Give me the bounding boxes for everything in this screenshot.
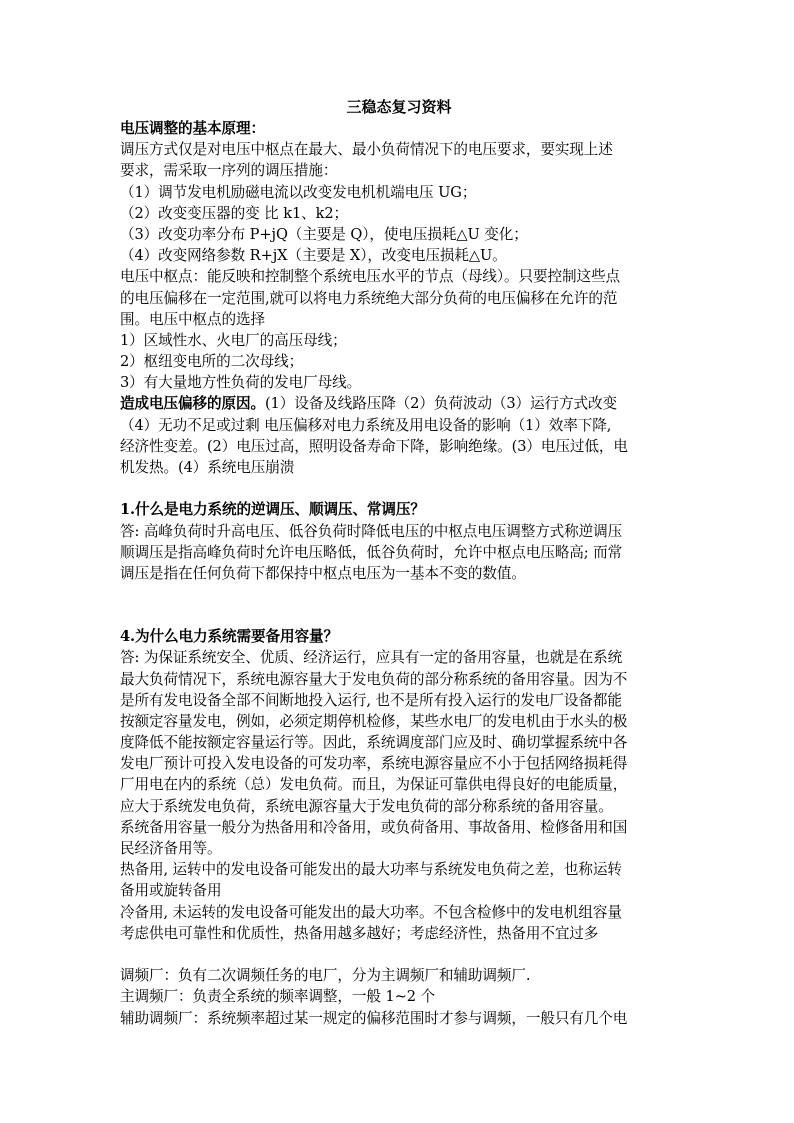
answer-line: 发电厂预计可投入发电设备的可发功率，系统电源容量应不小于包括网络损耗得 xyxy=(120,755,628,773)
paragraph-line: 调频厂：负有二次调频任务的电厂，分为主调频厂和辅助调频厂. xyxy=(120,967,531,985)
paragraph-line: （3）改变功率分布 P+jQ（主要是 Q），使电压损耗△U 变化； xyxy=(120,225,528,243)
paragraph-line: （2）改变变压器的变 比 k1、k2； xyxy=(120,204,349,222)
paragraph-line: 辅助调频厂：系统频率超过某一规定的偏移范围时才参与调频，一般只有几个电 xyxy=(120,1009,628,1027)
section-heading-voltage-regulation: 电压调整的基本原理： xyxy=(120,120,265,137)
spacer xyxy=(120,478,678,499)
answer-line: 度降低不能按额定容量运行等。因此，系统调度部门应及时、确切掌握系统中各 xyxy=(120,734,628,752)
answer-line: 答: 高峰负荷时升高电压、低谷负荷时降低电压的中枢点电压调整方式称逆调压 xyxy=(120,522,623,540)
answer-line: 答: 为保证系统安全、优质、经济运行，应具有一定的备用容量，也就是在系统 xyxy=(120,649,623,667)
paragraph-line: 电压中枢点：能反映和控制整个系统电压水平的节点（母线）。只要控制这些点 xyxy=(120,268,620,286)
paragraph-line: 调压方式仅是对电压中枢点在最大、最小负荷情况下的电压要求，要实现上述 xyxy=(120,141,613,159)
document-title: 三稳态复习资料 xyxy=(346,98,452,116)
causes-text: (1）设备及线路压降（2）负荷波动（3）运行方式改变 xyxy=(264,395,617,413)
answer-line: 最大负荷情况下，系统电源容量大于发电负荷的部分称系统的备用容量。因为不 xyxy=(120,670,628,688)
answer-line: 厂用电在内的系统（总）发电负荷。而且，为保证可靠供电得良好的电能质量， xyxy=(120,776,628,794)
paragraph-line: 围。电压中枢点的选择 xyxy=(120,310,265,328)
answer-line: 调压是指在任何负荷下都保持中枢点电压为一基本不变的数值。 xyxy=(120,564,526,582)
answer-line: 系统备用容量一般分为热备用和冷备用，或负荷备用、事故备用、检修备用和国 xyxy=(120,818,628,836)
answer-line: 考虑供电可靠性和优质性，热备用越多越好；考虑经济性，热备用不宜过多 xyxy=(120,924,599,942)
paragraph-line: 3）有大量地方性负荷的发电厂母线。 xyxy=(120,374,362,392)
paragraph-line: （1）调节发电机励磁电流以改变发电机机端电压 UG； xyxy=(120,183,477,201)
answer-line: 冷备用, 未运转的发电设备可能发出的最大功率。不包含检修中的发电机组容量 xyxy=(120,903,622,921)
paragraph-line: 2）枢纽变电所的二次母线； xyxy=(120,353,304,371)
paragraph-line: 主调频厂：负责全系统的频率调整，一般 1~2 个 xyxy=(120,988,435,1006)
question-heading-4: 4.为什么电力系统需要备用容量？ xyxy=(120,628,338,646)
answer-line: 民经济备用等。 xyxy=(120,840,222,857)
paragraph-line: 机发热。(4）系统电压崩溃 xyxy=(120,459,295,476)
document-page xyxy=(120,96,678,1029)
paragraph-line-causes xyxy=(120,393,678,414)
spacer xyxy=(120,584,678,626)
paragraph-line: （4）无功不足或过剩 电压偏移对电力系统及用电设备的影响（1）效率下降, xyxy=(120,416,612,434)
answer-line: 热备用, 运转中的发电设备可能发出的最大功率与系统发电负荷之差，也称运转 xyxy=(120,861,622,879)
answer-line: 顺调压是指高峰负荷时允许电压略低，低谷负荷时，允许中枢点电压略高; 而常 xyxy=(120,543,623,561)
paragraph-line: 经济性变差。(2）电压过高，照明设备寿命下降，影响绝缘。(3）电压过低，电 xyxy=(120,437,628,455)
paragraph-line: 1）区域性水、火电厂的高压母线； xyxy=(120,331,347,349)
spacer xyxy=(120,944,678,965)
answer-line: 是所有发电设备全部不间断地投入运行, 也不是所有投入运行的发电厂设备都能 xyxy=(120,691,622,709)
answer-line: 按额定容量发电，例如，必须定期停机检修，某些水电厂的发电机由于水头的极 xyxy=(120,712,628,730)
paragraph-line: （4）改变网络参数 R+jX（主要是 X），改变电压损耗△U。 xyxy=(120,247,507,265)
paragraph-line: 要求，需采取一序列的调压措施： xyxy=(120,162,338,180)
answer-line: 应大于系统发电负荷，系统电源容量大于发电负荷的部分称系统的备用容量。 xyxy=(120,797,613,815)
paragraph-line: 的电压偏移在一定范围,就可以将电力系统绝大部分负荷的电压偏移在允许的范 xyxy=(120,289,618,307)
answer-line: 备用或旋转备用 xyxy=(120,882,222,900)
causes-heading: 造成电压偏移的原因。 xyxy=(120,395,265,413)
question-heading-1: 1.什么是电力系统的逆调压、顺调压、常调压？ xyxy=(120,501,425,519)
